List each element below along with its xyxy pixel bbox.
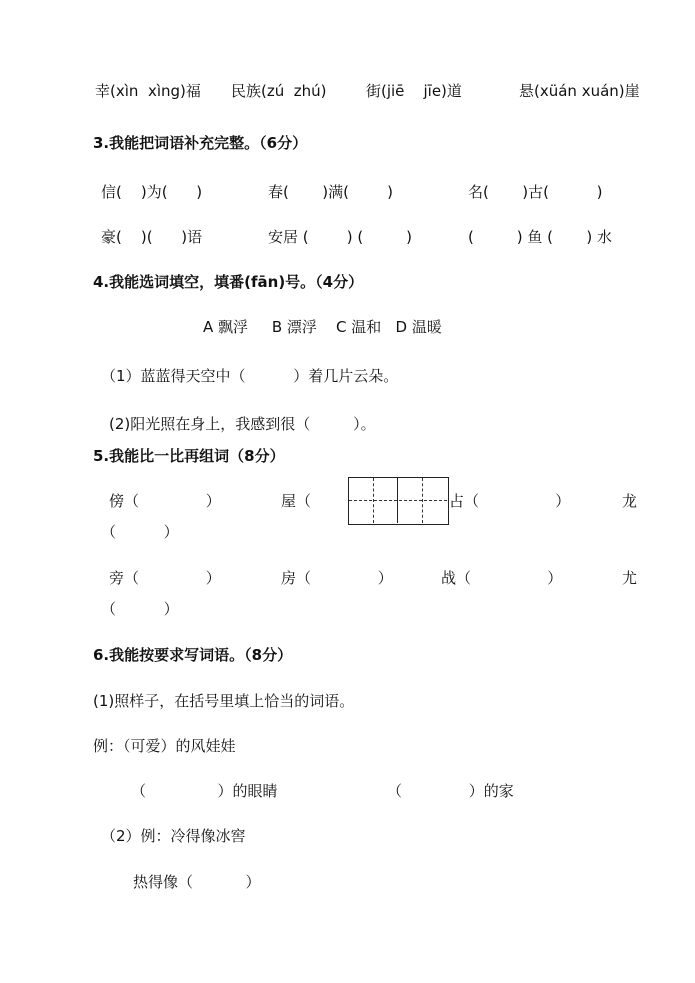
q5-row1-a: 傍（ ） xyxy=(109,492,221,510)
q6-sub-2: （2）例：冷得像冰窖 xyxy=(101,827,246,845)
pinyin-item-2: 民族(zú zhú) xyxy=(231,82,327,100)
q3-row1-a: 信( )为( ) xyxy=(101,183,203,201)
q5-row1-b: 屋（ xyxy=(281,492,312,510)
q3-row2-b: 安居 ( ) ( ) xyxy=(268,228,413,246)
grid-guide-line xyxy=(349,500,447,501)
q5-row2-a: 旁（ ） xyxy=(109,569,221,587)
q5-row1-cont: （ ） xyxy=(101,523,179,541)
q6-title: 6.我能按要求写词语。（8分） xyxy=(93,646,293,664)
q4-title: 4.我能选词填空，填番(fān)号。（4分） xyxy=(93,273,364,291)
pinyin-item-3: 街(jiē jīe)道 xyxy=(366,82,462,100)
q5-row2-b: 房（ ） xyxy=(281,569,393,587)
pinyin-item-1: 幸(xìn xìng)福 xyxy=(95,82,201,100)
q5-row2-cont: （ ） xyxy=(101,600,179,618)
pinyin-item-4: 悬(xüán xuán)崖 xyxy=(519,82,640,100)
q3-row1-c: 名( )古( ) xyxy=(468,183,603,201)
q3-row2-c: ( ) 鱼 ( ) 水 xyxy=(468,228,613,246)
q3-title: 3.我能把词语补充完整。（6分） xyxy=(93,134,308,152)
q6-fill-1a: （ ）的眼睛 xyxy=(131,782,278,800)
q6-fill-1b: （ ）的家 xyxy=(387,782,514,800)
q6-sub-1: (1)照样子，在括号里填上恰当的词语。 xyxy=(93,692,355,710)
q3-row1-b: 春( )满( ) xyxy=(268,183,393,201)
writing-grid xyxy=(348,477,449,525)
q5-title: 5.我能比一比再组词（8分） xyxy=(93,447,285,465)
q5-row1-c: 占（ ） xyxy=(449,492,571,510)
q4-item-1: （1）蓝蓝得天空中（ ）着几片云朵。 xyxy=(101,367,399,385)
q3-row2-a: 豪( )( )语 xyxy=(101,228,203,246)
q4-options: A 飘浮 B 漂浮 C 温和 D 温暖 xyxy=(203,318,442,336)
q6-example-1: 例：（可爱）的风娃娃 xyxy=(93,737,236,755)
q6-fill-2: 热得像（ ） xyxy=(133,873,261,891)
q5-row1-d: 龙 xyxy=(622,492,638,510)
q5-row2-c: 战（ ） xyxy=(441,569,563,587)
q4-item-2: (2)阳光照在身上，我感到很（ ）。 xyxy=(109,415,376,433)
q5-row2-d: 尤 xyxy=(622,569,638,587)
